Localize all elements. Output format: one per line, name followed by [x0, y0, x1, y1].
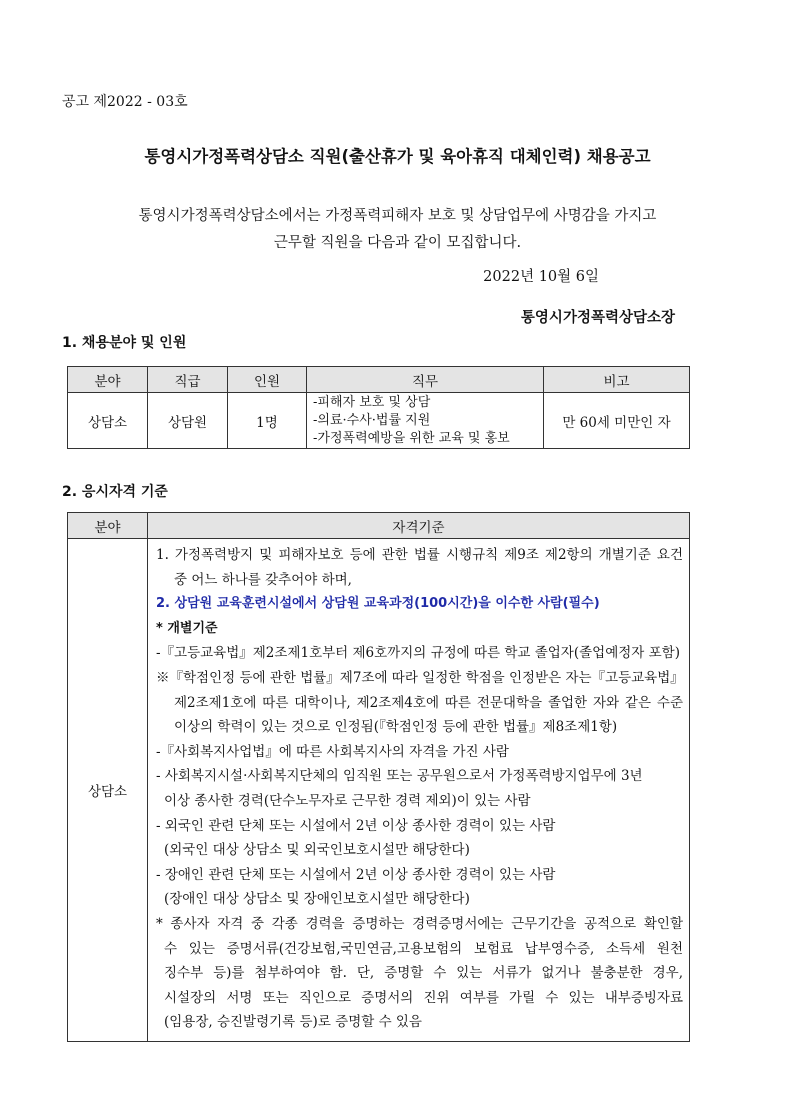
header-field: 분야	[68, 367, 148, 393]
duty-item: -가정폭력예방을 위한 교육 및 홍보	[313, 430, 510, 446]
criteria-line: -『고등교육법』제2조제1호부터 제6호까지의 규정에 따른 학교 졸업자(졸업예정자 포함)	[156, 645, 680, 662]
table-row	[68, 393, 690, 449]
header-duties: 직무	[307, 367, 544, 393]
cell-duties	[307, 393, 544, 449]
intro-text	[0, 203, 795, 257]
criteria-line: 시설장의 서명 또는 직인으로 증명서의 진위 여부를 가릴 수 있는 내부증빙자료	[164, 989, 683, 1006]
cell-note: 만 60세 미만인 자	[544, 393, 690, 449]
criteria-line: 수 있는 증명서류(건강보험,국민연금,고용보험의 보험료 납부영수증, 소득세 원천	[164, 940, 683, 957]
header-field: 분야	[68, 513, 148, 539]
issuing-organization: 통영시가정폭력상담소장	[520, 310, 675, 326]
criteria-line: 이상의 학력이 있는 것으로 인정됨(『학점인정 등에 관한 법률』제8조제1항)	[174, 719, 618, 736]
criteria-line: - 장애인 관련 단체 또는 시설에서 2년 이상 종사한 경력이 있는 사람	[156, 866, 556, 883]
criteria-line: - 사회복지시설·사회복지단체의 임직원 또는 공무원으로서 가정폭력방지업무에 3년	[156, 768, 643, 785]
criteria-subheading: * 개별기준	[156, 620, 218, 636]
duty-item: -의료·수사·법률 지원	[313, 412, 431, 428]
table-header-row	[68, 513, 690, 539]
criteria-line: - 외국인 관련 단체 또는 시설에서 2년 이상 종사한 경력이 있는 사람	[156, 817, 556, 834]
recruitment-table	[67, 366, 690, 449]
section-2-title: 2. 응시자격 기준	[62, 484, 168, 500]
notice-number: 공고 제2022 - 03호	[62, 94, 188, 110]
qualification-table	[67, 512, 690, 1042]
criteria-line: * 종사자 자격 중 각종 경력을 증명하는 경력증명서에는 근무기간을 공적으로 확인할	[156, 915, 683, 932]
table-header-row	[68, 367, 690, 393]
criteria-line: (외국인 대상 상담소 및 외국인보호시설만 해당한다)	[164, 842, 470, 859]
criteria-line: 제2조제1호에 따른 대학이나, 제2조제4호에 따른 전문대학을 졸업한 자와 같은 수준	[174, 694, 683, 711]
criteria-line: (임용장, 승진발령기록 등)로 증명할 수 있음	[164, 1014, 422, 1031]
criteria-line-required: 2. 상담원 교육훈련시설에서 상담원 교육과정(100시간)을 이수한 사람(필수)	[156, 596, 600, 612]
header-count: 인원	[228, 367, 307, 393]
criteria-line: 1. 가정폭력방지 및 피해자보호 등에 관한 법률 시행규칙 제9조 제2항의 개별기준 요건	[156, 547, 683, 563]
criteria-line: 중 어느 하나를 갖추어야 하며,	[174, 571, 352, 588]
criteria-line: 이상 종사한 경력(단수노무자로 근무한 경력 제외)이 있는 사람	[164, 792, 531, 809]
intro-line-1: 통영시가정폭력상담소에서는 가정폭력피해자 보호 및 상담업무에 사명감을 가지고	[138, 208, 657, 224]
criteria-line: 징수부 등)를 첨부하여야 함. 단, 증명할 수 있는 서류가 없거나 불충분한 경우,	[164, 965, 683, 982]
page-title: 통영시가정폭력상담소 직원(출산휴가 및 육아휴직 대체인력) 채용공고	[144, 147, 651, 166]
section-1-title: 1. 채용분야 및 인원	[62, 335, 187, 351]
cell-count: 1명	[228, 393, 307, 449]
duty-item: -피해자 보호 및 상담	[313, 394, 431, 410]
cell-field: 상담소	[68, 539, 148, 1042]
intro-line-2: 근무할 직원을 다음과 같이 모집합니다.	[273, 235, 522, 251]
criteria-line: (장애인 대상 상담소 및 장애인보호시설만 해당한다)	[164, 891, 470, 908]
notice-date: 2022년 10월 6일	[483, 269, 599, 285]
header-note: 비고	[544, 367, 690, 393]
criteria-line: -『사회복지사업법』에 따른 사회복지사의 자격을 가진 사람	[156, 743, 509, 760]
cell-grade: 상담원	[148, 393, 228, 449]
criteria-line: ※『학점인정 등에 관한 법률』제7조에 따라 일정한 학점을 인정받은 자는『고등교육법』	[156, 669, 684, 686]
header-grade: 직급	[148, 367, 228, 393]
table-row	[68, 539, 690, 1042]
cell-criteria	[148, 539, 690, 1042]
cell-field: 상담소	[68, 393, 148, 449]
header-criteria: 자격기준	[148, 513, 690, 539]
